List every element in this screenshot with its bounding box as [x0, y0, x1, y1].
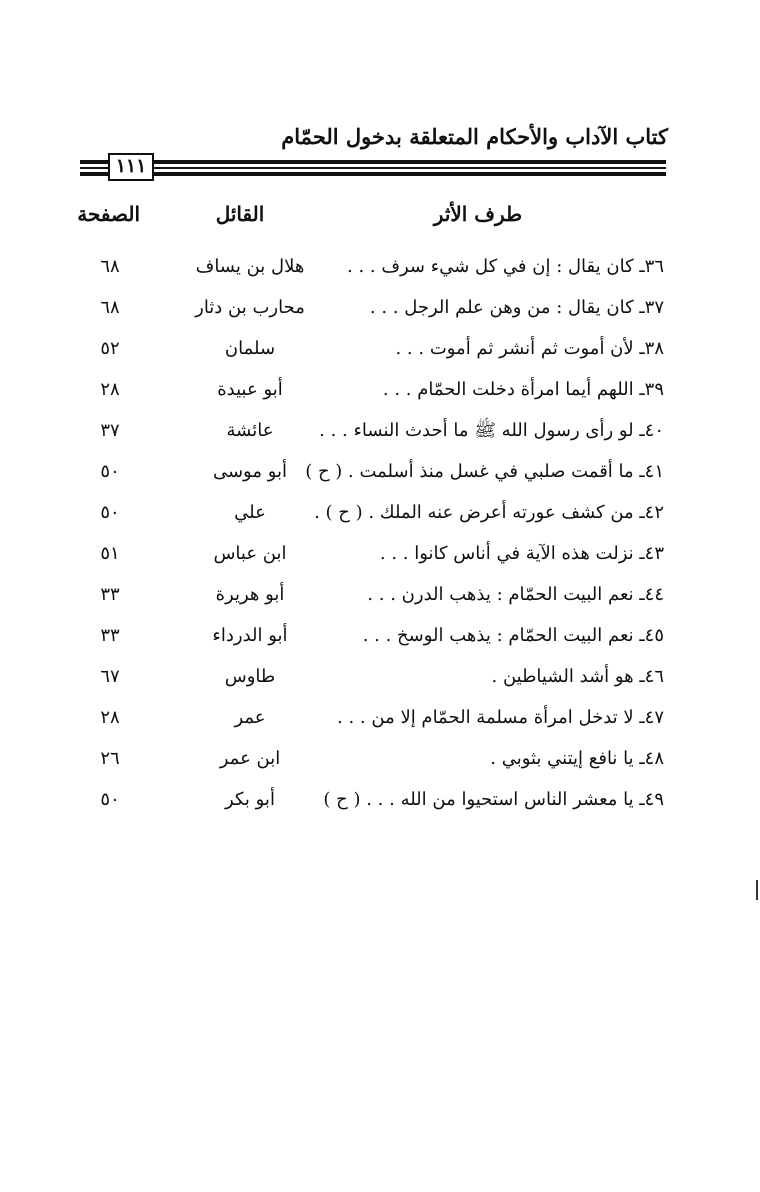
entry-page: ٢٨: [100, 379, 120, 400]
entry-text: ٤٨ـ يا نافع إيتني بثوبي .: [490, 748, 664, 769]
entry-speaker: ابن عباس: [213, 543, 287, 564]
entry-text: ٤٩ـ يا معشر الناس استحيوا من الله . . . ( ح ): [323, 789, 664, 810]
column-header-page: الصفحة: [77, 202, 140, 226]
entry-row: [60, 537, 680, 578]
entry-text: ٤١ـ ما أقمت صلبي في غسل منذ أسلمت . ( ح ): [305, 461, 664, 482]
entry-speaker: أبو موسى: [212, 461, 288, 482]
entry-page: ٦٨: [100, 256, 120, 277]
entry-page: ٢٨: [100, 707, 120, 728]
entry-row: [60, 701, 680, 742]
header-rule-bottom: [80, 172, 666, 176]
entry-speaker: علي: [234, 502, 266, 523]
entry-page: ٥١: [100, 543, 120, 564]
entry-speaker: محارب بن دثار: [195, 297, 305, 318]
entry-text: ٣٧ـ كان يقال : من وهن علم الرجل . . .: [369, 297, 664, 318]
entry-row: [60, 332, 680, 373]
entry-speaker: أبو هريرة: [215, 584, 285, 605]
page-number: ١١١: [108, 153, 154, 181]
entry-row: [60, 496, 680, 537]
entry-speaker: سلمان: [224, 338, 276, 359]
entry-speaker: عائشة: [226, 420, 274, 441]
entry-row: [60, 455, 680, 496]
entry-page: ٦٨: [100, 297, 120, 318]
entry-page: ٥٠: [100, 461, 120, 482]
entry-text: ٣٩ـ اللهم أيما امرأة دخلت الحمّام . . .: [382, 379, 664, 400]
entries-list: [60, 250, 680, 824]
entry-row: [60, 291, 680, 332]
entry-row: [60, 578, 680, 619]
entry-page: ٣٧: [100, 420, 120, 441]
entry-text: ٤٥ـ نعم البيت الحمّام : يذهب الوسخ . . .: [362, 625, 664, 646]
header-rule-top: [80, 160, 666, 164]
entry-page: ٢٦: [100, 748, 120, 769]
entry-page: ٥٠: [100, 502, 120, 523]
entry-row: [60, 660, 680, 701]
entry-row: [60, 250, 680, 291]
entry-text: ٣٦ـ كان يقال : إن في كل شيء سرف . . .: [347, 256, 664, 277]
entry-speaker: عمر: [234, 707, 266, 728]
entry-row: [60, 742, 680, 783]
entry-text: ٤٦ـ هو أشد الشياطين .: [491, 666, 664, 687]
entry-text: ٤٠ـ لو رأى رسول الله ﷺ ما أحدث النساء . . .: [319, 420, 664, 441]
entry-text: ٣٨ـ لأن أموت ثم أنشر ثم أموت . . .: [395, 338, 664, 359]
entry-text: ٤٣ـ نزلت هذه الآية في أناس كانوا . . .: [379, 543, 664, 564]
entry-page: ٥٢: [100, 338, 120, 359]
entry-row: [60, 414, 680, 455]
entry-row: [60, 619, 680, 660]
entry-speaker: طاوس: [224, 666, 276, 687]
entry-page: ٣٣: [100, 584, 120, 605]
header-rule-middle: [80, 167, 666, 169]
entry-speaker: أبو بكر: [225, 789, 275, 810]
entry-page: ٥٠: [100, 789, 120, 810]
entry-page: ٦٧: [100, 666, 120, 687]
scan-edge-mark: [756, 880, 758, 900]
entry-text: ٤٧ـ لا تدخل امرأة مسلمة الحمّام إلا من . . .: [337, 707, 664, 728]
column-header-speaker: القائل: [215, 202, 265, 226]
entry-row: [60, 783, 680, 824]
entry-speaker: أبو عبيدة: [217, 379, 283, 400]
entry-page: ٣٣: [100, 625, 120, 646]
entry-text: ٤٢ـ من كشف عورته أعرض عنه الملك . ( ح ) .: [314, 502, 664, 523]
running-title: كتاب الآداب والأحكام المتعلقة بدخول الحمّام: [281, 124, 668, 149]
column-header-text: طرف الأثر: [433, 202, 522, 226]
entry-row: [60, 373, 680, 414]
entry-speaker: ابن عمر: [219, 748, 281, 769]
entry-speaker: هلال بن يساف: [195, 256, 305, 277]
entry-text: ٤٤ـ نعم البيت الحمّام : يذهب الدرن . . .: [367, 584, 664, 605]
entry-speaker: أبو الدرداء: [212, 625, 288, 646]
